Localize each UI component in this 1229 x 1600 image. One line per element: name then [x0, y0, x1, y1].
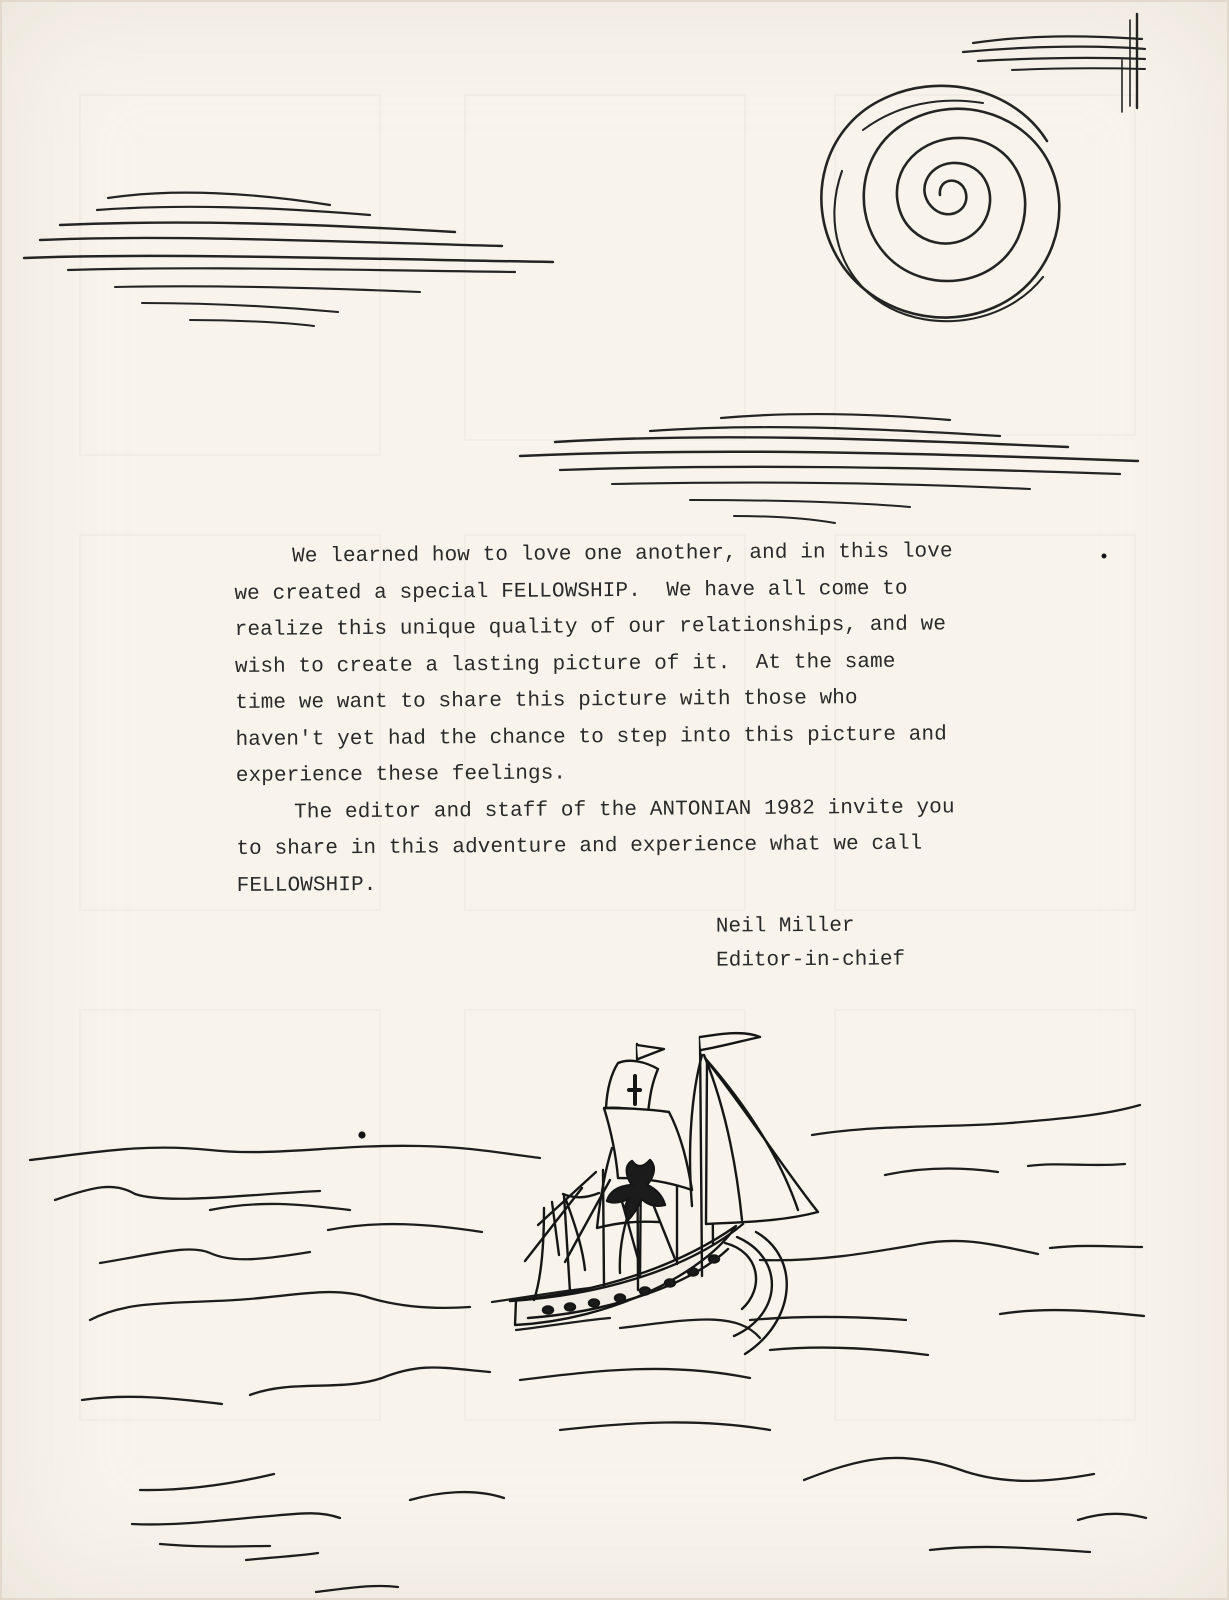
editor-signature: [716, 909, 905, 978]
editor-title: Editor-in-chief: [716, 948, 906, 973]
letter-paragraph-1: We learned how to love one another, and in this love we created a special FELLOWSHIP. We have all come to realize this unique quality of our relationships, and we wish to create a lasting picture of it. At the same time we want to share this picture with those who haven't yet had the chance to step into this picture and experience these feelings.: [234, 540, 966, 788]
letter-paragraph-2: The editor and staff of the ANTONIAN 1982 invite you to share in this adventure and experience what we call FELLOWSHIP.: [236, 795, 968, 898]
editor-name: Neil Miller: [715, 914, 855, 939]
editor-letter: [234, 534, 968, 905]
